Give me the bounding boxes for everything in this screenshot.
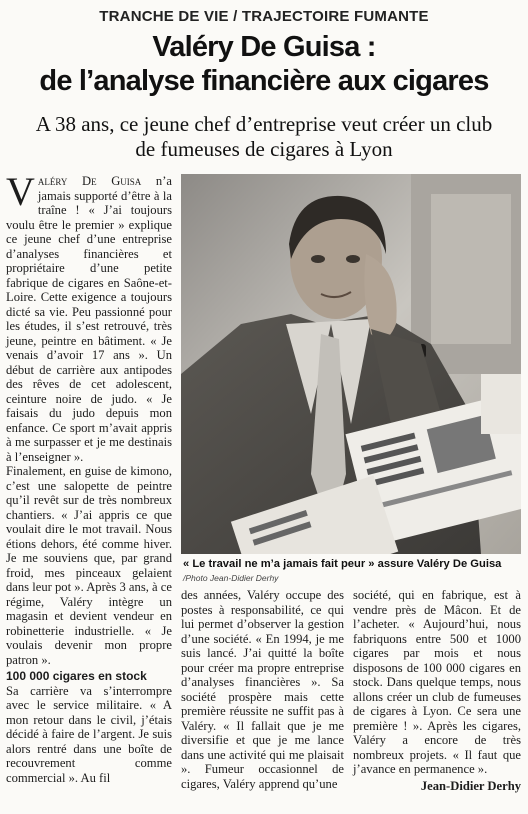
paragraph-1 xyxy=(6,169,172,464)
photo-credit: /Photo Jean-Didier Derhy xyxy=(183,573,279,583)
lead-name: aléry De Guisa xyxy=(37,174,142,188)
article-subhead: 100 000 cigares en stock xyxy=(6,669,147,683)
article-deck xyxy=(0,112,528,162)
section-kicker: TRANCHE DE VIE / TRAJECTOIRE FUMANTE xyxy=(99,8,429,25)
deck-line-1: A 38 ans, ce jeune chef d’entreprise veut créer un club xyxy=(35,112,493,136)
author-signature: Jean-Didier Derhy xyxy=(420,778,521,793)
article-column-2 xyxy=(181,588,344,791)
article-column-1 xyxy=(6,169,172,785)
paragraph-2: Finalement, en guise de kimono, c’est une salopette de peintre qu’il revêt sur de très nombreux chantiers. « J’ai appris ce que voulait dire le mot travail. Nous étions dehors, été comme hiver. Je me souviens que, par grand froid, mes pinceaux gelaient dans leur pot ». Après 3 ans, à ce régime, Valéry intègre un magasin et devient vendeur en robinetterie industrielle. « Je voulais devenir mon propre patron ». xyxy=(6,464,172,667)
paragraph-5: société, qui en fabrique, est à vendre près de Mâcon. Et de l’acheter. « Aujourd’hui, nous fabriquons entre 500 et 1000 cigares par mois et nous disposons de 100 000 cigares en stock. Dans quelque temps, nous allons créer un club de fumeuses de cigares à Lyon. Ce sera une première ! ». Après les cigares, Valéry a encore de très nombreux projets. « Il faut que j’avance en permanence ». xyxy=(353,588,521,776)
paragraph-4: des années, Valéry occupe des postes à responsabilité, ce qui lui permet d’observer la gestion d’une société. « En 1994, je me suis lancé. J’ai quitté la boîte pour créer ma propre entreprise d’analyses financières ». Sa société prospère mais cette première réussite ne suffit pas à Valéry. « Il fallait que je me diversifie et que je me lance dans une activité qui me plaisait ». Fumeur occasionnel de cigares, Valéry apprend qu’une xyxy=(181,588,344,791)
photo-caption: « Le travail ne m’a jamais fait peur » assure Valéry De Guisa xyxy=(183,558,502,570)
headline-line-2: de l’analyse financière aux cigares xyxy=(39,65,489,97)
deck-line-2: de fumeuses de cigares à Lyon xyxy=(135,137,393,161)
article-column-3 xyxy=(353,588,521,793)
paragraph-1-text: n’a jamais supporté d’être à la traîne ! « J’ai toujours voulu être le premier » explique ce jeune chef d’une entreprise d’analyses financières et propriétaire d’une petite fabrique de cigares en Saône-et-Loire. Cette exigence a toujours dicté sa vie. Peu passionné pour les études, il s’est retrouvé, très jeune, peintre en bâtiment. « Je venais d’avoir 17 ans ». Un début de carrière aux antipodes des rêves de cet adolescent, ceinture noire de judo. « Je faisais du judo depuis mon enfance. Ce sport m’avait appris à me surpasser et je me destinais à l’enseigner ». xyxy=(6,174,172,464)
portrait-photo xyxy=(181,174,521,554)
article-headline xyxy=(0,30,528,98)
paragraph-3: Sa carrière va s’interrompre avec le service militaire. « A mon retour dans le civil, j’étais décidé à faire de l’argent. Je suis alors rentré dans une boîte de recouvrement comme commercial ». Au fil xyxy=(6,683,172,785)
drop-cap: V xyxy=(6,169,35,214)
headline-line-1: Valéry De Guisa : xyxy=(152,31,376,63)
